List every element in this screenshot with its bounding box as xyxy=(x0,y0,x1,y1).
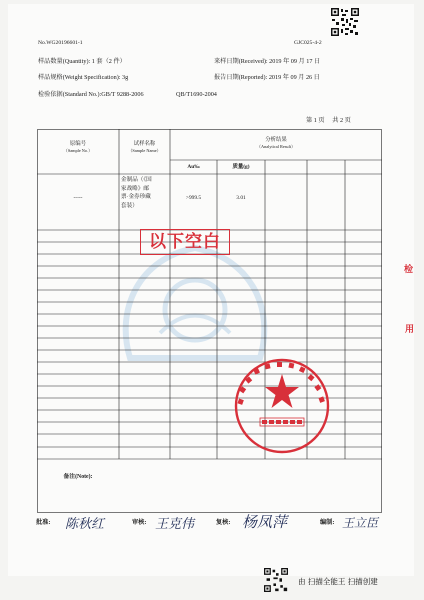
weight-spec-field: 样品规格(Weight Specification): 3g xyxy=(38,74,129,81)
official-seal-icon xyxy=(232,356,332,456)
header-result xyxy=(170,137,382,149)
header-result-en: （Analytical Result） xyxy=(256,143,296,149)
row-sample-name-line: 家战略》邮 xyxy=(121,185,149,192)
scanner-qr-icon xyxy=(264,568,288,592)
reported-date: 报告日期(Reported): 2019 年 09 月 26 日 xyxy=(214,74,320,81)
check-signature: 杨凤萍 xyxy=(242,513,288,531)
row-mass-value: 3.01 xyxy=(236,195,246,201)
header-sample-name-en: （Sample Name） xyxy=(128,147,161,153)
prepare-signature: 王立臣 xyxy=(342,516,379,530)
qr-code-icon xyxy=(331,8,359,36)
side-seal-mark: 检 xyxy=(404,265,414,275)
header-au: Au‰ xyxy=(187,164,200,170)
header-sample-no xyxy=(37,141,119,153)
standard-field-2: QB/T1690-2004 xyxy=(176,91,217,98)
scanner-footer-text: 由 扫描全能王 扫描创建 xyxy=(298,577,378,586)
side-seal-mark: 用 xyxy=(405,325,415,335)
received-date: 来样日期(Received): 2019 年 09 月 17 日 xyxy=(214,58,321,65)
report-number: No.WG20196601-1 xyxy=(38,40,83,46)
standard-field: 检验依据(Standard No.):GB/T 9288-2006 xyxy=(38,91,144,98)
header-sample-name-cn: 试样名称 xyxy=(133,141,156,147)
note-label: 备注(Note): xyxy=(63,474,93,480)
row-au-value: >999.5 xyxy=(185,195,202,201)
approve-label: 批准: xyxy=(36,519,51,526)
header-result-cn: 分析结果 xyxy=(265,137,287,143)
header-sample-no-en: （Sample No.） xyxy=(63,147,93,153)
approve-signature: 陈秋红 xyxy=(65,517,105,532)
row-sample-name-line: 套装） xyxy=(121,202,138,209)
row-sample-name-line: 票·金券珍藏 xyxy=(121,194,151,201)
prepare-label: 编制: xyxy=(320,519,335,526)
header-sample-name xyxy=(119,141,170,153)
review-signature: 王克伟 xyxy=(155,517,195,532)
quantity-field: 样品数量(Quantity): 1 套（2 件） xyxy=(38,58,126,65)
header-mass: 质量(g) xyxy=(232,164,250,170)
page-info: 第 1 页 共 2 页 xyxy=(306,117,351,124)
row-sample-no: ----- xyxy=(73,195,83,201)
blank-below-stamp: 以下空白 xyxy=(140,229,230,255)
header-sample-no-cn: 原编号 xyxy=(69,141,87,147)
form-code: GJC025-4-2 xyxy=(294,40,322,46)
check-label: 复核: xyxy=(216,519,231,526)
review-label: 审核: xyxy=(132,519,147,526)
row-sample-name-line: 金制品（《国 xyxy=(121,177,152,183)
row-sample-name xyxy=(121,176,169,211)
